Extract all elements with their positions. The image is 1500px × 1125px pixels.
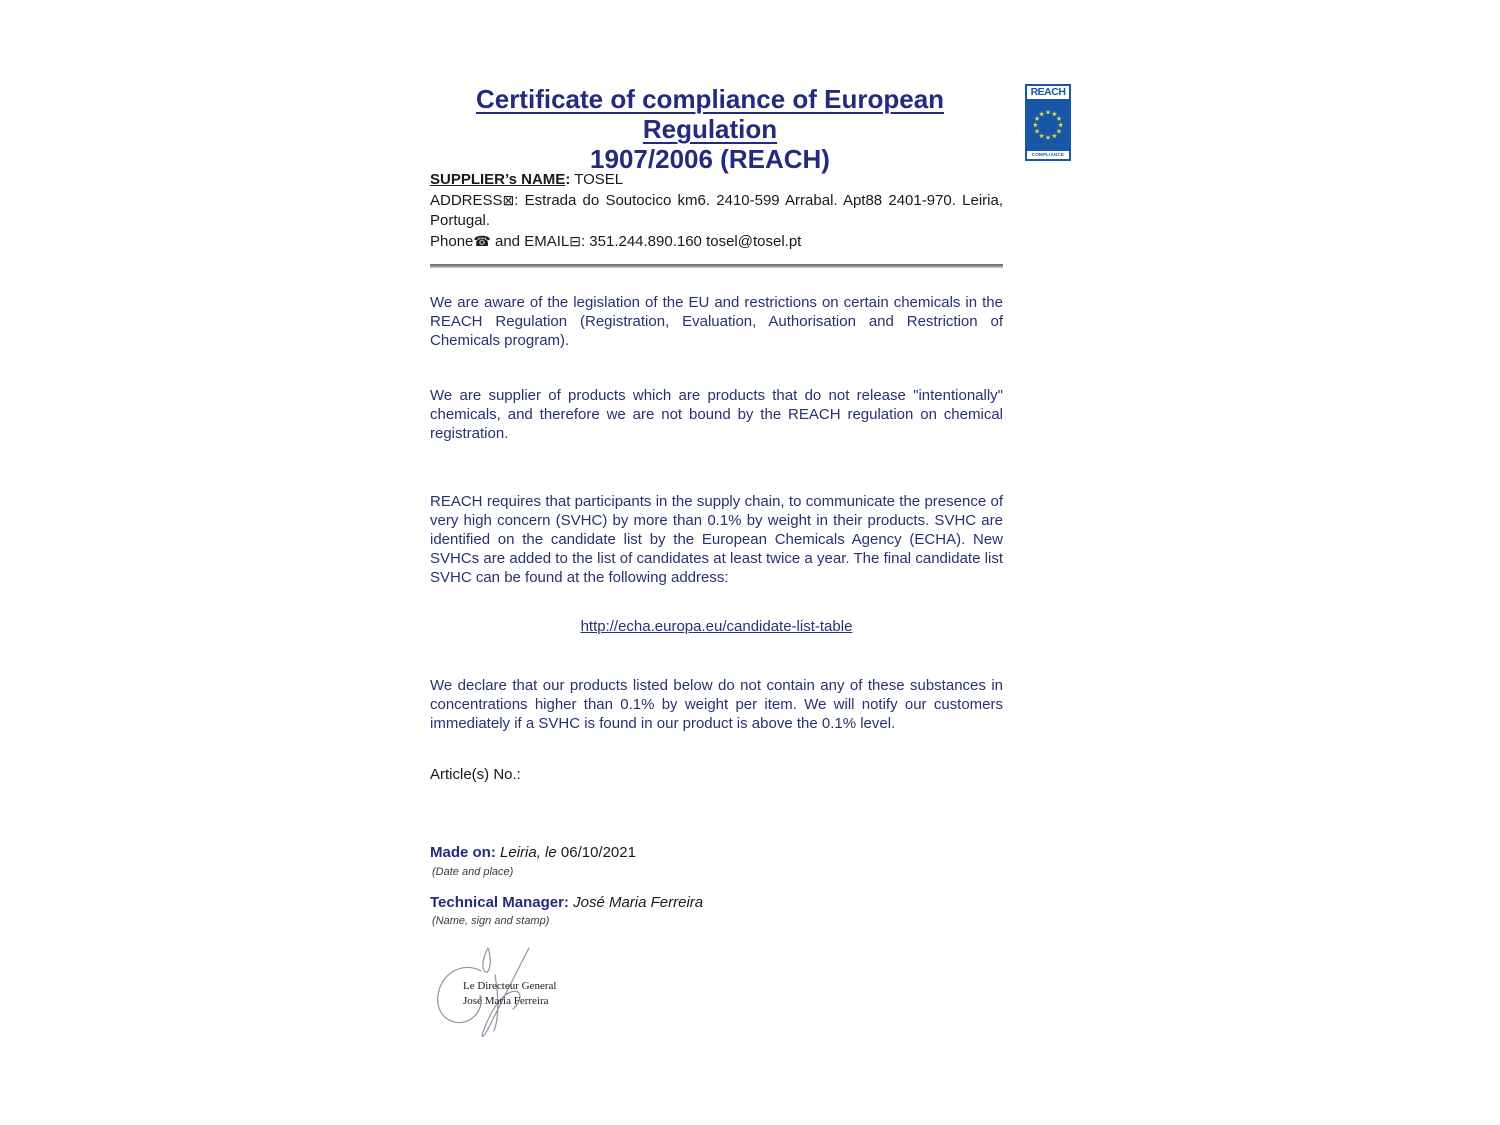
signature-name: José Maria Ferreira — [463, 995, 549, 1007]
supplier-name-colon: : — [565, 171, 571, 188]
supplier-contact-line — [430, 231, 1003, 252]
contact-value: : 351.244.890.160 tosel@tosel.pt — [580, 233, 802, 250]
phone-label: Phone — [430, 233, 474, 250]
reach-compliance-logo — [1025, 84, 1071, 161]
supplier-address-line — [430, 190, 1003, 231]
made-on-caption: (Date and place) — [432, 866, 514, 878]
eu-stars-icon — [1027, 101, 1069, 149]
paragraph-reach-requires: REACH requires that participants in the supply chain, to communicate the presence of very high concern (SVHC) by more than 0.1% by weight in their products. SVHC are identified on the candidate list by the European Chemicals Agency (ECHA). New SVHCs are added to the list of candidates at least twice a year. The final candidate list SVHC can be found at the following address: — [430, 493, 1003, 586]
technical-manager-label: Technical Manager: — [430, 894, 569, 911]
paragraph-supplier-of: We are supplier of products which are products that do not release "intentionally" chemicals, and therefore we are not bound by the REACH regulation on chemical registration. — [430, 387, 1003, 442]
title-line-1: Certificate of compliance of European Regulation — [475, 84, 945, 144]
compliance-logo-label: COMPLIANCE — [1027, 151, 1069, 159]
section-divider — [430, 264, 1003, 268]
envelope-icon: ⊠ — [502, 192, 515, 208]
document-title — [430, 84, 990, 174]
reach-logo-label: REACH — [1027, 86, 1069, 99]
manager-caption: (Name, sign and stamp) — [432, 915, 550, 927]
address-label: ADDRESS — [430, 192, 503, 209]
candidate-list-link[interactable]: http://echa.europa.eu/candidate-list-table — [580, 618, 853, 635]
computer-icon: ⊟ — [569, 233, 581, 249]
technical-manager-line — [430, 894, 1003, 911]
candidate-list-link-line — [430, 618, 1003, 635]
made-on-line — [430, 844, 1003, 861]
address-value: : Estrada do Soutocico km6. 2410-599 Arrabal. Apt88 2401-970. Leiria, Portugal. — [430, 192, 1003, 229]
made-on-place: Leiria, le — [500, 844, 557, 861]
signature-title: Le Directeur General — [463, 980, 557, 992]
made-on-label: Made on: — [430, 844, 496, 861]
title-line-2: 1907/2006 (REACH) — [590, 144, 830, 174]
article-number-label: Article(s) No.: — [430, 766, 521, 783]
supplier-name-value: TOSEL — [574, 171, 624, 188]
paragraph-declare: We declare that our products listed below do not contain any of these substances in concentrations higher than 0.1% by weight per item. We will notify our customers immediately if a SVHC is found in our product is above the 0.1% level. — [430, 677, 1003, 732]
made-on-date: 06/10/2021 — [560, 844, 636, 861]
supplier-info-block — [430, 170, 1003, 252]
email-label: and EMAIL — [490, 233, 570, 250]
phone-icon: ☎ — [473, 233, 491, 249]
technical-manager-name: José Maria Ferreira — [573, 894, 704, 911]
supplier-name-label: SUPPLIER’s NAME — [430, 171, 566, 188]
signature-stamp-text — [463, 979, 556, 1009]
supplier-name-line — [430, 170, 1003, 190]
paragraph-aware: We are aware of the legislation of the EU and restrictions on certain chemicals in the REACH Regulation (Registration, Evaluation, Authorisation and Restriction of Chemicals program). — [430, 294, 1003, 349]
